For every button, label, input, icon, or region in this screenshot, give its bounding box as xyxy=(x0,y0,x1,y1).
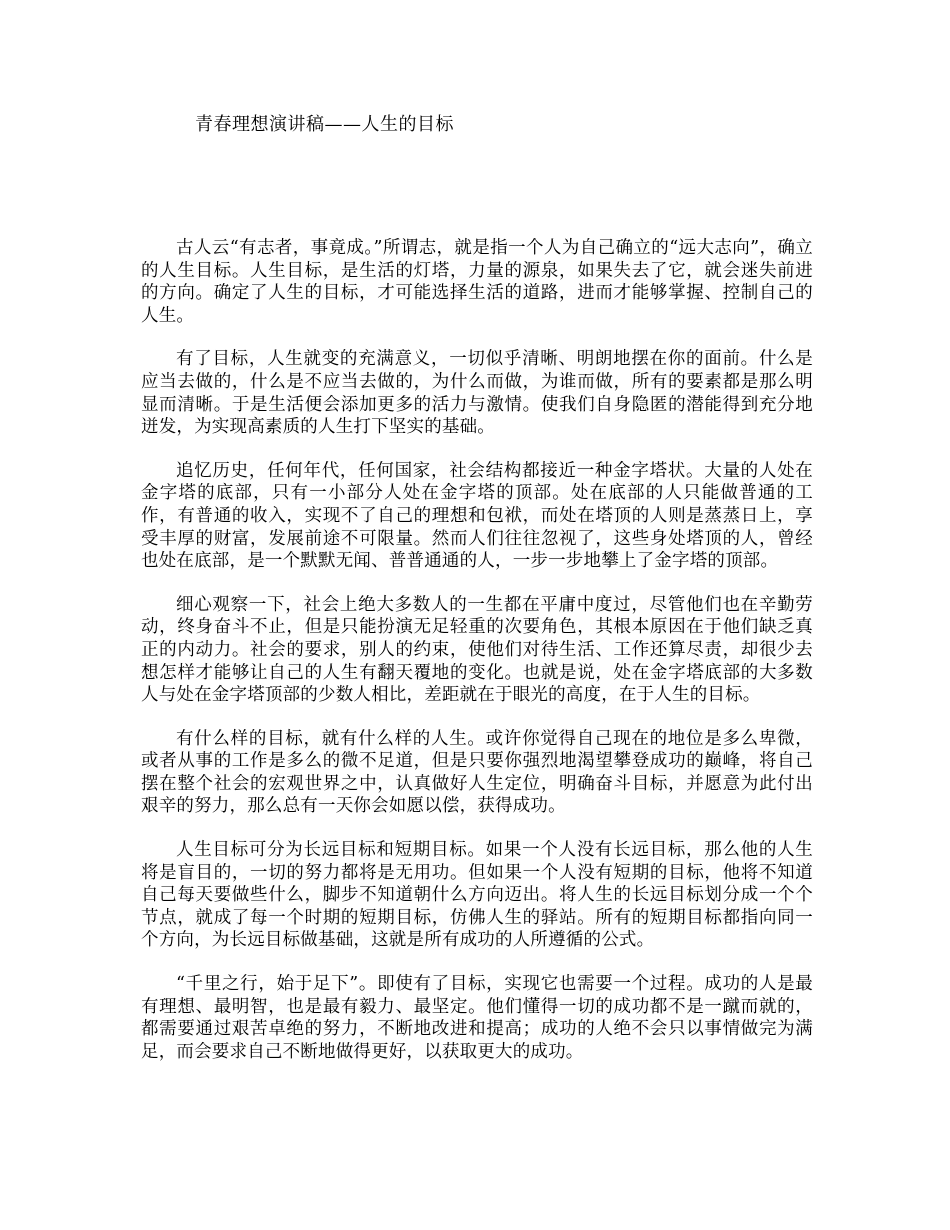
paragraph: “千里之行，始于足下”。即使有了目标，实现它也需要一个过程。成功的人是最有理想、最明智，也是最有毅力、最坚定。他们懂得一切的成功都不是一蹴而就的，都需要通过艰苦卓绝的努力，不断地改进和提高；成功的人绝不会只以事情做完为满足，而会要求自己不断地做得更好，以获取更大的成功。 xyxy=(141,974,813,1062)
paragraph: 有什么样的目标，就有什么样的人生。或许你觉得自己现在的地位是多么卑微，或者从事的工作是多么的微不足道，但是只要你强烈地渴望攀登成功的巅峰，将自己摆在整个社会的宏观世界之中，认真做好人生定位，明确奋斗目标，并愿意为此付出艰辛的努力，那么总有一天你会如愿以偿，获得成功。 xyxy=(141,728,813,817)
paragraph: 人生目标可分为长远目标和短期目标。如果一个人没有长远目标，那么他的人生将是盲目的，一切的努力都将是无用功。但如果一个人没有短期的目标，他将不知道自己每天要做些什么，脚步不知道朝什么方向迈出。将人生的长远目标划分成一个个节点，就成了每一个时期的短期目标，仿佛人生的驿站。所有的短期目标都指向同一个方向，为长远目标做基础，这就是所有成功的人所遵循的公式。 xyxy=(141,840,813,951)
paragraph: 追忆历史，任何年代，任何国家，社会结构都接近一种金字塔状。大量的人处在金字塔的底部，只有一小部分人处在金字塔的顶部。处在底部的人只能做普通的工作，有普通的收入，实现不了自己的理想和包袱，而处在塔顶的人则是蒸蒸日上，享受丰厚的财富，发展前途不可限量。然而人们往往忽视了，这些身处塔顶的人，曾经也处在底部，是一个默默无闻、普普通通的人，一步一步地攀上了金字塔的顶部。 xyxy=(141,460,813,572)
document-body xyxy=(141,237,813,1084)
document-title: 青春理想演讲稿——人生的目标 xyxy=(195,114,454,135)
paragraph: 细心观察一下，社会上绝大多数人的一生都在平庸中度过，尽管他们也在辛勤劳动，终身奋斗不止，但是只能扮演无足轻重的次要角色，其根本原因在于他们缺乏真正的内动力。社会的要求，别人的约束，使他们对待生活、工作还算尽责，却很少去想怎样才能够让自己的人生有翻天覆地的变化。也就是说，处在金字塔底部的大多数人与处在金字塔顶部的少数人相比，差距就在于眼光的高度，在于人生的目标。 xyxy=(141,594,813,706)
paragraph: 有了目标，人生就变的充满意义，一切似乎清晰、明朗地摆在你的面前。什么是应当去做的，什么是不应当去做的，为什么而做，为谁而做，所有的要素都是那么明显而清晰。于是生活便会添加更多的活力与激情。使我们自身隐匿的潜能得到充分地迸发，为实现高素质的人生打下坚实的基础。 xyxy=(141,349,813,438)
paragraph: 古人云“有志者，事竟成。”所谓志，就是指一个人为自己确立的“远大志向”，确立的人生目标。人生目标，是生活的灯塔，力量的源泉，如果失去了它，就会迷失前进的方向。确定了人生的目标，才可能选择生活的道路，进而才能够掌握、控制自己的人生。 xyxy=(141,238,813,326)
